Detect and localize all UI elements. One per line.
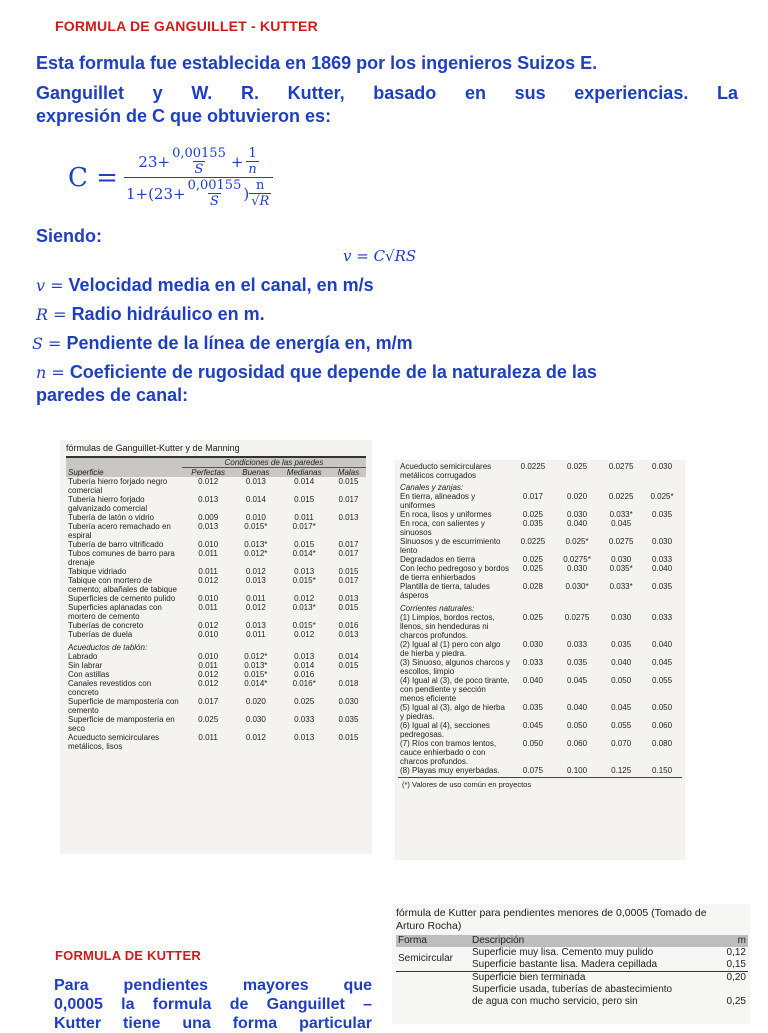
table-cell-value: 0.012 bbox=[294, 630, 315, 639]
formula-lhs: C = bbox=[68, 162, 118, 193]
table2-group1: Canales y zanjas: bbox=[400, 483, 464, 492]
table-row bbox=[66, 513, 366, 522]
table-row bbox=[398, 492, 682, 510]
table-cell-value: 0.013 bbox=[294, 652, 315, 661]
table-cell-value: 0.030 bbox=[567, 510, 588, 519]
table-cell-value: 0.012 bbox=[245, 733, 266, 742]
table-cell-description: (2) Igual al (1) pero con algo de hierba y piedra. bbox=[400, 640, 501, 658]
table-cell-value: 0.035 bbox=[338, 715, 359, 724]
table-cell-description: (5) Igual al (3), algo de hierba y piedras. bbox=[400, 703, 505, 721]
formula-denominator: 1+(23+ $\frac{0,00155}{S}$ ) $\frac{n}{√R}$ bbox=[124, 177, 273, 209]
table-row bbox=[398, 739, 682, 766]
table-row bbox=[398, 721, 682, 739]
intro-paragraph bbox=[36, 52, 738, 128]
table-row bbox=[66, 495, 366, 513]
table-cell-value: 0.010 bbox=[245, 513, 266, 522]
table-cell-value bbox=[331, 670, 366, 679]
table-row bbox=[66, 522, 366, 540]
table-cell-description: Labrado bbox=[68, 652, 98, 661]
table-row bbox=[66, 477, 366, 495]
table-cell-value: 0.040 bbox=[522, 676, 543, 685]
table-cell-value: 0.013 bbox=[245, 477, 266, 486]
table-cell-value: 0.017* bbox=[292, 522, 316, 531]
table-cell-value: 0.033* bbox=[609, 582, 633, 591]
table-row bbox=[66, 540, 366, 549]
definition-s: S = Pendiente de la línea de energía en, m/m bbox=[32, 333, 413, 353]
table-cell-value: 0.075 bbox=[522, 766, 543, 775]
table-cell-value: 0.012 bbox=[198, 477, 219, 486]
table1-group-header: Condiciones de las paredes bbox=[182, 457, 366, 468]
table-cell-value: 0.014* bbox=[244, 679, 268, 688]
table-cell-description: Degradados en tierra bbox=[400, 555, 476, 564]
table-cell-value: 0.014* bbox=[292, 549, 316, 558]
table-row bbox=[66, 661, 366, 670]
table-cell-value: 0.012 bbox=[198, 576, 219, 585]
table-cell-value: 0.013* bbox=[244, 540, 268, 549]
table-cell-description: Tubería de latón o vidrio bbox=[68, 513, 154, 522]
table-cell-value: 0.012* bbox=[244, 549, 268, 558]
table-cell-description: Con lecho pedregoso y bordos de tierra enhierbados bbox=[400, 564, 509, 582]
table-cell-value: 0.015* bbox=[292, 621, 316, 630]
table-cell-value: 0.010 bbox=[198, 594, 219, 603]
table1-group2: Acueductos de tablón: bbox=[68, 643, 148, 652]
table-row bbox=[398, 564, 682, 582]
table-cell-value: 0.035* bbox=[609, 564, 633, 573]
table1-col-perfectas: Perfectas bbox=[182, 468, 234, 478]
table-cell-description: Sin labrar bbox=[68, 661, 103, 670]
table-cell-value: 0.015 bbox=[338, 733, 359, 742]
table-cell-value: 0.030 bbox=[245, 715, 266, 724]
table-cell-value: 0.012 bbox=[245, 603, 266, 612]
table-cell-value: 0.013 bbox=[338, 513, 359, 522]
table-cell-value: 0.033 bbox=[522, 658, 543, 667]
table-kutter-m bbox=[392, 904, 750, 1024]
table-cell-value: 0.030 bbox=[338, 697, 359, 706]
table-cell-description: Con astillas bbox=[68, 670, 110, 679]
table-cell-value: 0.0225 bbox=[608, 492, 634, 501]
table-cell-value: 0.015 bbox=[338, 477, 359, 486]
table-cell-description: Tubería de barro vitrificado bbox=[68, 540, 164, 549]
table-cell-value: 0.010 bbox=[198, 540, 219, 549]
table-cell-value: 0.050 bbox=[611, 676, 632, 685]
page-title: FORMULA DE GANGUILLET - KUTTER bbox=[55, 18, 318, 34]
table-cell-value: 0.045 bbox=[611, 703, 632, 712]
table-cell-value: 0.025* bbox=[650, 492, 674, 501]
table-cell-value: 0.011 bbox=[198, 549, 218, 558]
table1-caption: fórmulas de Ganguillet-Kutter y de Manning bbox=[66, 443, 240, 453]
table-row bbox=[398, 676, 682, 703]
table-cell-value: 0.009 bbox=[198, 513, 219, 522]
table-row bbox=[398, 555, 682, 564]
kutter-title: FORMULA DE KUTTER bbox=[55, 948, 201, 963]
table-cell-value: 0.014 bbox=[245, 495, 266, 504]
table-cell-value: 0.040 bbox=[652, 640, 673, 649]
table-cell-value: 0.0225 bbox=[520, 537, 546, 546]
table-row bbox=[66, 715, 366, 733]
definition-r: R = Radio hidráulico en m. bbox=[36, 304, 265, 324]
ganguillet-kutter-formula bbox=[68, 146, 273, 209]
table2-group2: Corrientes naturales: bbox=[400, 604, 475, 613]
table3-col-m: m bbox=[737, 935, 746, 946]
table-cell-description: Canales revestidos con concreto bbox=[68, 679, 152, 697]
table-cell-description: Acueducto semicirculares metálicos, lisos bbox=[68, 733, 160, 751]
table-cell-value: 0.028 bbox=[522, 582, 543, 591]
table-cell-description: Superficie de mampostería en seco bbox=[68, 715, 175, 733]
kutter-paragraph: Para pendientes mayores que 0,0005 la formula de Ganguillet – Kutter tiene una forma particular bbox=[54, 977, 372, 1032]
table-cell-value: 0.040 bbox=[567, 519, 588, 528]
table-cell-description: En roca, con salientes y sinuosos bbox=[400, 519, 485, 537]
table-cell-value: 0.0275* bbox=[563, 555, 591, 564]
table-cell-value: 0.018 bbox=[338, 679, 359, 688]
table-cell-value: 0.033 bbox=[567, 640, 588, 649]
table-cell-value bbox=[331, 522, 366, 540]
table-row bbox=[66, 733, 366, 751]
table-cell-value: 0.045 bbox=[652, 658, 673, 667]
table-cell-value: 0.025 bbox=[522, 564, 543, 573]
intro-line-3: expresión de C que obtuvieron es: bbox=[36, 106, 332, 126]
table-cell-description: Tubería acero remachado en espiral bbox=[68, 522, 171, 540]
table-cell-value: 0.020 bbox=[567, 492, 588, 501]
table-cell-value: 0.040 bbox=[567, 703, 588, 712]
table-row bbox=[398, 537, 682, 555]
table3-col-forma: Forma bbox=[398, 935, 427, 946]
table1-col-medianas: Medianas bbox=[277, 468, 331, 478]
table-cell-value: 0.016* bbox=[292, 679, 316, 688]
table-cell-description: (7) Ríos con tramos lentos, cauce enhierbado o con charcos profundos. bbox=[400, 739, 497, 766]
table-cell-value: 0.011 bbox=[198, 603, 218, 612]
table-row bbox=[398, 462, 682, 480]
definitions bbox=[32, 274, 738, 407]
table-cell-value: 0.050 bbox=[522, 739, 543, 748]
table-cell-value: 0.035 bbox=[522, 703, 543, 712]
table-cell-value: 0.015* bbox=[244, 522, 268, 531]
table-cell-value: 0.013 bbox=[245, 576, 266, 585]
table-cell-value: 0.100 bbox=[567, 766, 588, 775]
table-cell-value: 0.012* bbox=[244, 652, 268, 661]
table-cell-value: 0.040 bbox=[652, 564, 673, 573]
formula-numerator: 23+ $\frac{0,00155}{S}$ + $\frac{1}{n}$ bbox=[138, 146, 257, 177]
definition-n-cont: paredes de canal: bbox=[36, 385, 189, 405]
table-cell-description: Tubos comunes de barro para drenaje bbox=[68, 549, 175, 567]
table-cell-value: 0.033 bbox=[294, 715, 315, 724]
table-cell-value: 0.035 bbox=[611, 640, 632, 649]
table-cell-value: 0.060 bbox=[567, 739, 588, 748]
table-cell-description: Tabique con mortero de cemento; albañales de tabique bbox=[68, 576, 177, 594]
table-cell-description: Tuberías de concreto bbox=[68, 621, 144, 630]
table-cell-value: 0.011 bbox=[246, 630, 266, 639]
table-cell-value: 0.0275 bbox=[608, 537, 634, 546]
table-cell-value: 0.030 bbox=[652, 537, 673, 546]
table-cell-value: 0.010 bbox=[198, 652, 219, 661]
table-row bbox=[66, 630, 366, 639]
table-cell-value: 0.033 bbox=[652, 555, 673, 564]
table-cell-value: 0.035 bbox=[567, 658, 588, 667]
table-row bbox=[398, 519, 682, 537]
definition-n: n = Coeficiente de rugosidad que depende de la naturaleza de las bbox=[36, 362, 597, 382]
table-row bbox=[66, 679, 366, 697]
table-cell-value: 0.0275 bbox=[608, 462, 634, 471]
table-cell-value: 0.011 bbox=[246, 594, 266, 603]
table-row bbox=[66, 697, 366, 715]
table-cell-value: 0.017 bbox=[338, 495, 359, 504]
table-cell-description: (6) Igual al (4), secciones pedregosas. bbox=[400, 721, 490, 739]
table-cell-value: 0.0275 bbox=[564, 613, 590, 622]
table3-col-descripcion: Descripción bbox=[472, 935, 525, 946]
table-cell-value: 0.025* bbox=[565, 537, 589, 546]
table-cell-value: 0.011 bbox=[294, 513, 314, 522]
table2-footnote: (*) Valores de uso común en proyectos bbox=[398, 777, 682, 791]
table1-col-malas: Malas bbox=[331, 468, 366, 478]
table-cell-value: 0.055 bbox=[611, 721, 632, 730]
table-cell-value bbox=[642, 519, 682, 537]
table-row bbox=[398, 640, 682, 658]
table-cell-description: Superficies de cemento pulido bbox=[68, 594, 176, 603]
table-row bbox=[66, 576, 366, 594]
table-row bbox=[398, 510, 682, 519]
table-cell-value: 0.012 bbox=[198, 670, 219, 679]
table-cell-value: 0.015* bbox=[244, 670, 268, 679]
table-row bbox=[398, 703, 682, 721]
table-cell-value: 0.013 bbox=[245, 621, 266, 630]
table-cell-value: 0.012 bbox=[245, 567, 266, 576]
table-cell-value: 0.025 bbox=[522, 510, 543, 519]
table-cell-value: 0.013* bbox=[244, 661, 268, 670]
table-cell-value: 0.016 bbox=[294, 670, 315, 679]
table-cell-value: 0.030 bbox=[611, 555, 632, 564]
table-cell-value: 0.017 bbox=[522, 492, 543, 501]
intro-line-1: Esta formula fue establecida en 1869 por los ingenieros Suizos E. bbox=[36, 53, 598, 73]
table-cell-value: 0.050 bbox=[567, 721, 588, 730]
table-cell-description: Superficie de mampostería con cemento bbox=[68, 697, 179, 715]
table-cell-value: 0.035 bbox=[522, 519, 543, 528]
table-cell-value: 0.040 bbox=[611, 658, 632, 667]
table-cell-value: 0.013 bbox=[294, 733, 315, 742]
table-cell-description: (8) Playas muy enyerbadas. bbox=[400, 766, 500, 775]
table-row: Superficie bien terminada 0,20 bbox=[396, 972, 748, 985]
table-cell-value: 0.013* bbox=[292, 603, 316, 612]
table-cell-value: 0.012 bbox=[198, 679, 219, 688]
table-cell-value: 0.035 bbox=[652, 510, 673, 519]
table-cell-value: 0.025 bbox=[522, 613, 543, 622]
table-cell-value: 0.125 bbox=[611, 766, 632, 775]
table-cell-description: (1) Limpios, bordos rectos, llenos, sin hendeduras ni charcos profundos. bbox=[400, 613, 495, 640]
table-cell-value: 0.150 bbox=[652, 766, 673, 775]
table-cell-value: 0.010 bbox=[198, 630, 219, 639]
table-cell-description: Tubería hierro forjado negro comercial bbox=[68, 477, 168, 495]
table-cell-value: 0.012 bbox=[198, 621, 219, 630]
table-ganguillet-kutter-right bbox=[395, 460, 685, 860]
table-cell-value: 0.030 bbox=[652, 462, 673, 471]
table-cell-value: 0.0225 bbox=[520, 462, 546, 471]
table-cell-value: 0.030* bbox=[565, 582, 589, 591]
table-cell-description: En tierra, alineados y uniformes bbox=[400, 492, 476, 510]
table-cell-value: 0.025 bbox=[522, 555, 543, 564]
table-row bbox=[398, 766, 682, 775]
table-cell-value: 0.015 bbox=[338, 661, 359, 670]
table-row bbox=[398, 613, 682, 640]
table-cell-description: (3) Sinuoso, algunos charcos y escollos, limpio bbox=[400, 658, 510, 676]
intro-line-2: Ganguillet y W. R. Kutter, basado en sus experiencias. La bbox=[36, 83, 738, 103]
table-cell-description: Tubería hierro forjado galvanizado comercial bbox=[68, 495, 148, 513]
table-row: Superficie usada, tuberías de abastecimiento bbox=[472, 984, 673, 995]
table3-shape: Semicircular bbox=[398, 953, 454, 964]
table-cell-description: Tabique vidriado bbox=[68, 567, 127, 576]
table-row bbox=[66, 603, 366, 621]
table-cell-value: 0.014 bbox=[294, 477, 315, 486]
table-cell-value: 0.015 bbox=[338, 567, 359, 576]
table-cell-value: 0.011 bbox=[198, 661, 218, 670]
table-cell-value: 0.045 bbox=[522, 721, 543, 730]
table-cell-value: 0.015 bbox=[294, 495, 315, 504]
table-cell-value: 0.035 bbox=[652, 582, 673, 591]
table-cell-value: 0.011 bbox=[198, 567, 218, 576]
table-cell-value: 0.013 bbox=[198, 495, 219, 504]
definition-v: v = Velocidad media en el canal, en m/s bbox=[36, 275, 374, 295]
table-cell-value: 0.016 bbox=[338, 621, 359, 630]
table-cell-value: 0.015 bbox=[294, 540, 315, 549]
table-cell-value: 0.030 bbox=[522, 640, 543, 649]
table-cell-value: 0.030 bbox=[567, 564, 588, 573]
table-cell-value: 0.045 bbox=[567, 676, 588, 685]
table-row bbox=[66, 621, 366, 630]
table-cell-value: 0.033 bbox=[652, 613, 673, 622]
table-cell-value: 0.017 bbox=[338, 576, 359, 585]
table-cell-value: 0.011 bbox=[198, 733, 218, 742]
siendo-label: Siendo: bbox=[36, 226, 102, 246]
table-cell-value: 0.060 bbox=[652, 721, 673, 730]
table-row bbox=[66, 549, 366, 567]
table-cell-value: 0.050 bbox=[652, 703, 673, 712]
table-cell-value: 0.013 bbox=[338, 594, 359, 603]
table-cell-value: 0.025 bbox=[567, 462, 588, 471]
table-cell-value: 0.013 bbox=[198, 522, 219, 531]
table-row: Superficie bastante lisa. Madera cepillada 0,15 bbox=[472, 959, 746, 970]
table-cell-description: Superficies aplanadas con mortero de cemento bbox=[68, 603, 162, 621]
table-ganguillet-kutter-left bbox=[60, 440, 372, 854]
table-row bbox=[398, 658, 682, 676]
table-row: de agua con mucho servicio, pero sin 0,25 bbox=[472, 996, 746, 1007]
table-cell-value: 0.017 bbox=[338, 549, 359, 558]
table-cell-value: 0.013 bbox=[338, 630, 359, 639]
table-cell-value: 0.020 bbox=[245, 697, 266, 706]
table-cell-value: 0.013 bbox=[294, 567, 315, 576]
table-cell-description: En roca, lisos y uniformes bbox=[400, 510, 492, 519]
table-cell-description: Tuberías de duela bbox=[68, 630, 133, 639]
table3-caption: fórmula de Kutter para pendientes menores de 0,0005 (Tomado de Arturo Rocha) bbox=[396, 907, 707, 932]
table-cell-description: Acueducto semicirculares metálicos corrugados bbox=[400, 462, 492, 480]
table1-col-superficie: Superficie bbox=[66, 468, 182, 478]
table-cell-value: 0.030 bbox=[611, 613, 632, 622]
table-cell-value: 0.025 bbox=[294, 697, 315, 706]
table-cell-value: 0.014 bbox=[338, 652, 359, 661]
table-row bbox=[66, 567, 366, 576]
table-cell-description: (4) Igual al (3), de poco tirante, con pendiente y sección menos eficiente bbox=[400, 676, 510, 703]
table-cell-value: 0.080 bbox=[652, 739, 673, 748]
table-cell-value: 0.045 bbox=[611, 519, 632, 528]
table-cell-value: 0.017 bbox=[338, 540, 359, 549]
table-cell-value: 0.055 bbox=[652, 676, 673, 685]
table-cell-value: 0.025 bbox=[198, 715, 219, 724]
table-row bbox=[66, 594, 366, 603]
velocity-formula: v = C√RS bbox=[343, 247, 417, 265]
table-row bbox=[66, 670, 366, 679]
table-cell-value: 0.070 bbox=[611, 739, 632, 748]
table-cell-description: Sinuosos y de escurrimiento lento bbox=[400, 537, 501, 555]
table-cell-value: 0.012 bbox=[294, 594, 315, 603]
table-cell-value: 0.033* bbox=[609, 510, 633, 519]
table-cell-value: 0.014 bbox=[294, 661, 315, 670]
table-row bbox=[398, 582, 682, 600]
table-cell-description: Plantilla de tierra, taludes ásperos bbox=[400, 582, 490, 600]
table-cell-value: 0.017 bbox=[198, 697, 219, 706]
table-cell-value: 0.015 bbox=[338, 603, 359, 612]
table-cell-value: 0.015* bbox=[292, 576, 316, 585]
table-row: Semicircular Superficie muy lisa. Cemento muy pulido 0,12 bbox=[396, 947, 748, 959]
formula-main-fraction bbox=[124, 146, 273, 209]
table-row bbox=[66, 652, 366, 661]
table1-col-buenas: Buenas bbox=[234, 468, 277, 478]
